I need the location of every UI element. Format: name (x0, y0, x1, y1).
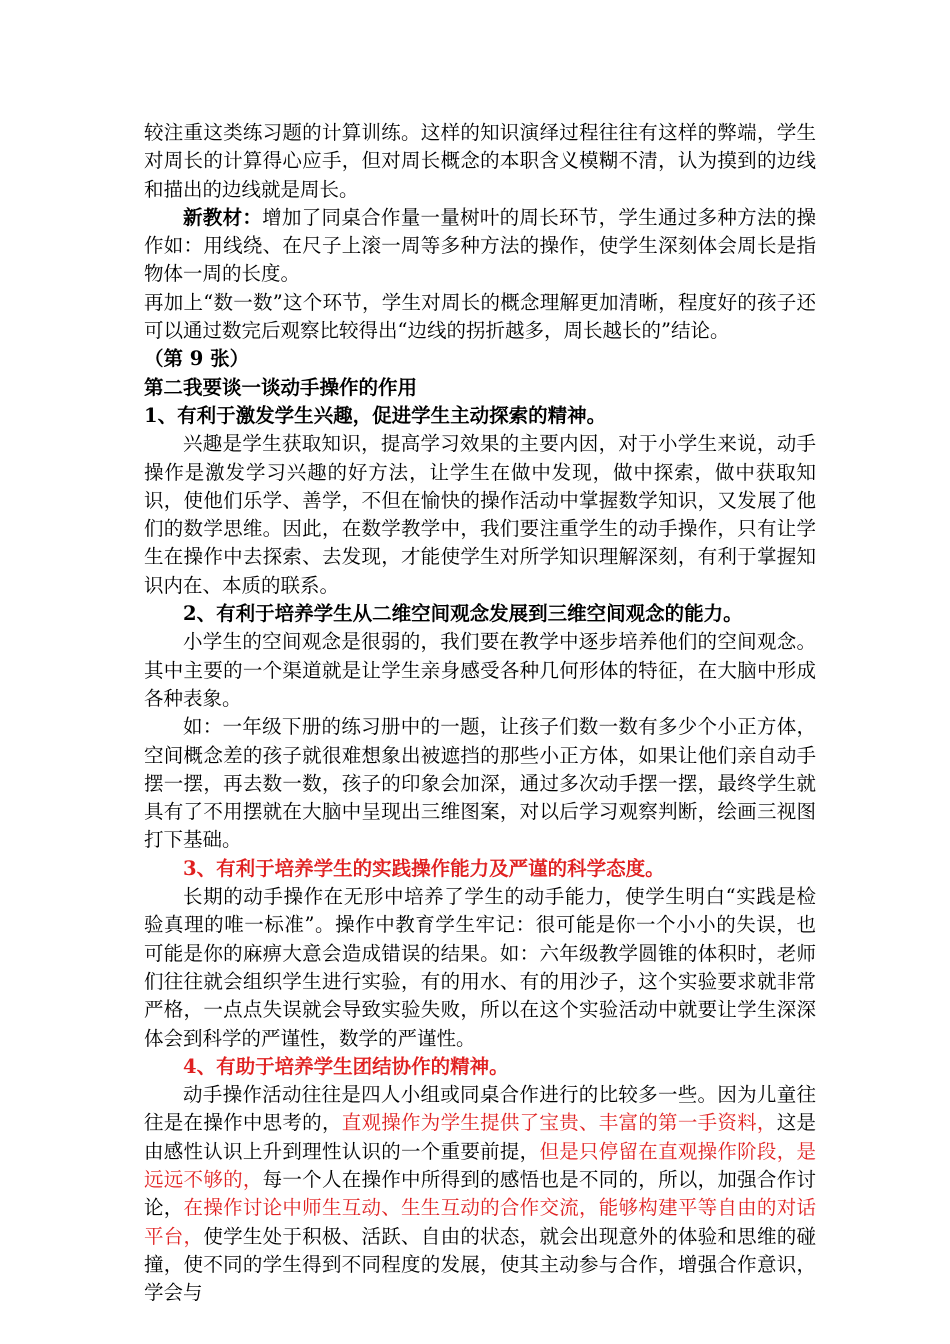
section-title: 第二我要谈一谈动手操作的作用 (144, 375, 418, 399)
new-textbook-label: 新教材： (183, 205, 263, 229)
teamwork-highlight-d: 但是只停留在直观操作阶段，是远远不够的， (144, 1139, 816, 1191)
new-textbook-text: 增加了同桌合作量一量树叶的周长环节，学生通过多种方法的操作如：用线绕、在尺子上滚一周等多种方法的操作，使学生深刻体会周长是指物体一周的长度。 (144, 205, 816, 286)
heading-interest: 1、有利于激发学生兴趣，促进学生主动探索的精神。 (144, 403, 607, 427)
paragraph-spatial: 小学生的空间观念是很弱的，我们要在教学中逐步培养他们的空间观念。其中主要的一个渠道就是让学生亲身感受各种几何形体的特征，在大脑中形成各种表象。 (144, 630, 816, 710)
teamwork-text-c: 这是由感性认识上升到理性认识的一个重要前提， (144, 1111, 816, 1163)
teamwork-text-g: 使学生处于积极、活跃、自由的状态，就会出现意外的体验和思维的碰撞，使不同的学生得到不同程度的发展，使其主动参与合作，增强合作意识，学会与 (144, 1224, 816, 1305)
paragraph-practice: 长期的动手操作在无形中培养了学生的动手能力，使学生明白“实践是检验真理的唯一标准”。操作中教育学生牢记：很可能是你一个小小的失误，也可能是你的麻痹大意会造成错误的结果。如：六年级教学圆锥的体积时，老师们往往就会组织学生进行实验，有的用水、有的用沙子，这个实验要求就非常严格，一点点失误就会导致实验失败，所以在这个实验活动中就要让学生深深体会到科学的严谨性，数学的严谨性。 (144, 885, 816, 1050)
slide-label: （第 9 张） (144, 347, 250, 371)
heading-practice: 3、有利于培养学生的实践操作能力及严谨的科学态度。 (183, 856, 665, 880)
heading-teamwork: 4、有助于培养学生团结协作的精神。 (183, 1054, 509, 1078)
paragraph-perimeter-old: 较注重这类练习题的计算训练。这样的知识演绎过程往往有这样的弊端，学生对周长的计算得心应手，但对周长概念的本职含义模糊不清，认为摸到的边线和描出的边线就是周长。 (144, 121, 816, 201)
paragraph-new-textbook (144, 204, 816, 289)
paragraph-counting: 再加上“数一数”这个环节，学生对周长的概念理解更加清晰，程度好的孩子还可以通过数完后观察比较得出“边线的拐折越多，周长越长的”结论。 (144, 290, 816, 343)
teamwork-highlight-f: 在操作讨论中师生互动、生生互动的合作交流，能够构建平等自由的对话平台， (144, 1196, 816, 1248)
teamwork-highlight-b: 直观操作为学生提供了宝贵、丰富的第一手资料， (341, 1111, 777, 1135)
heading-spatial: 2、有利于培养学生从二维空间观念发展到三维空间观念的能力。 (183, 602, 743, 626)
teamwork-text-a: 动手操作活动往往是四人小组或同桌合作进行的比较多一些。因为儿童往往是在操作中思考的， (144, 1083, 816, 1135)
paragraph-interest: 兴趣是学生获取知识，提高学习效果的主要内因，对于小学生来说，动手操作是激发学习兴趣的好方法，让学生在做中发现，做中探索，做中获取知识，使他们乐学、善学，不但在愉快的操作活动中掌握数学知识，又发展了他们的数学思维。因此，在数学教学中，我们要注重学生的动手操作，只有让学生在操作中去探索、去发现，才能使学生对所学知识理解深刻，有利于掌握知识内在、本质的联系。 (144, 432, 816, 597)
paragraph-spatial-example: 如：一年级下册的练习册中的一题，让孩子们数一数有多少个小正方体，空间概念差的孩子就很难想象出被遮挡的那些小正方体，如果让他们亲自动手摆一摆，再去数一数，孩子的印象会加深，通过多次动手摆一摆，最终学生就具有了不用摆就在大脑中呈现出三维图案，对以后学习观察判断，绘画三视图打下基础。 (144, 715, 816, 852)
paragraph-teamwork (144, 1081, 816, 1307)
teamwork-text-e: 每一个人在操作中所得到的感悟也是不同的，所以，加强合作讨论， (144, 1167, 816, 1220)
document-page (144, 119, 816, 1307)
